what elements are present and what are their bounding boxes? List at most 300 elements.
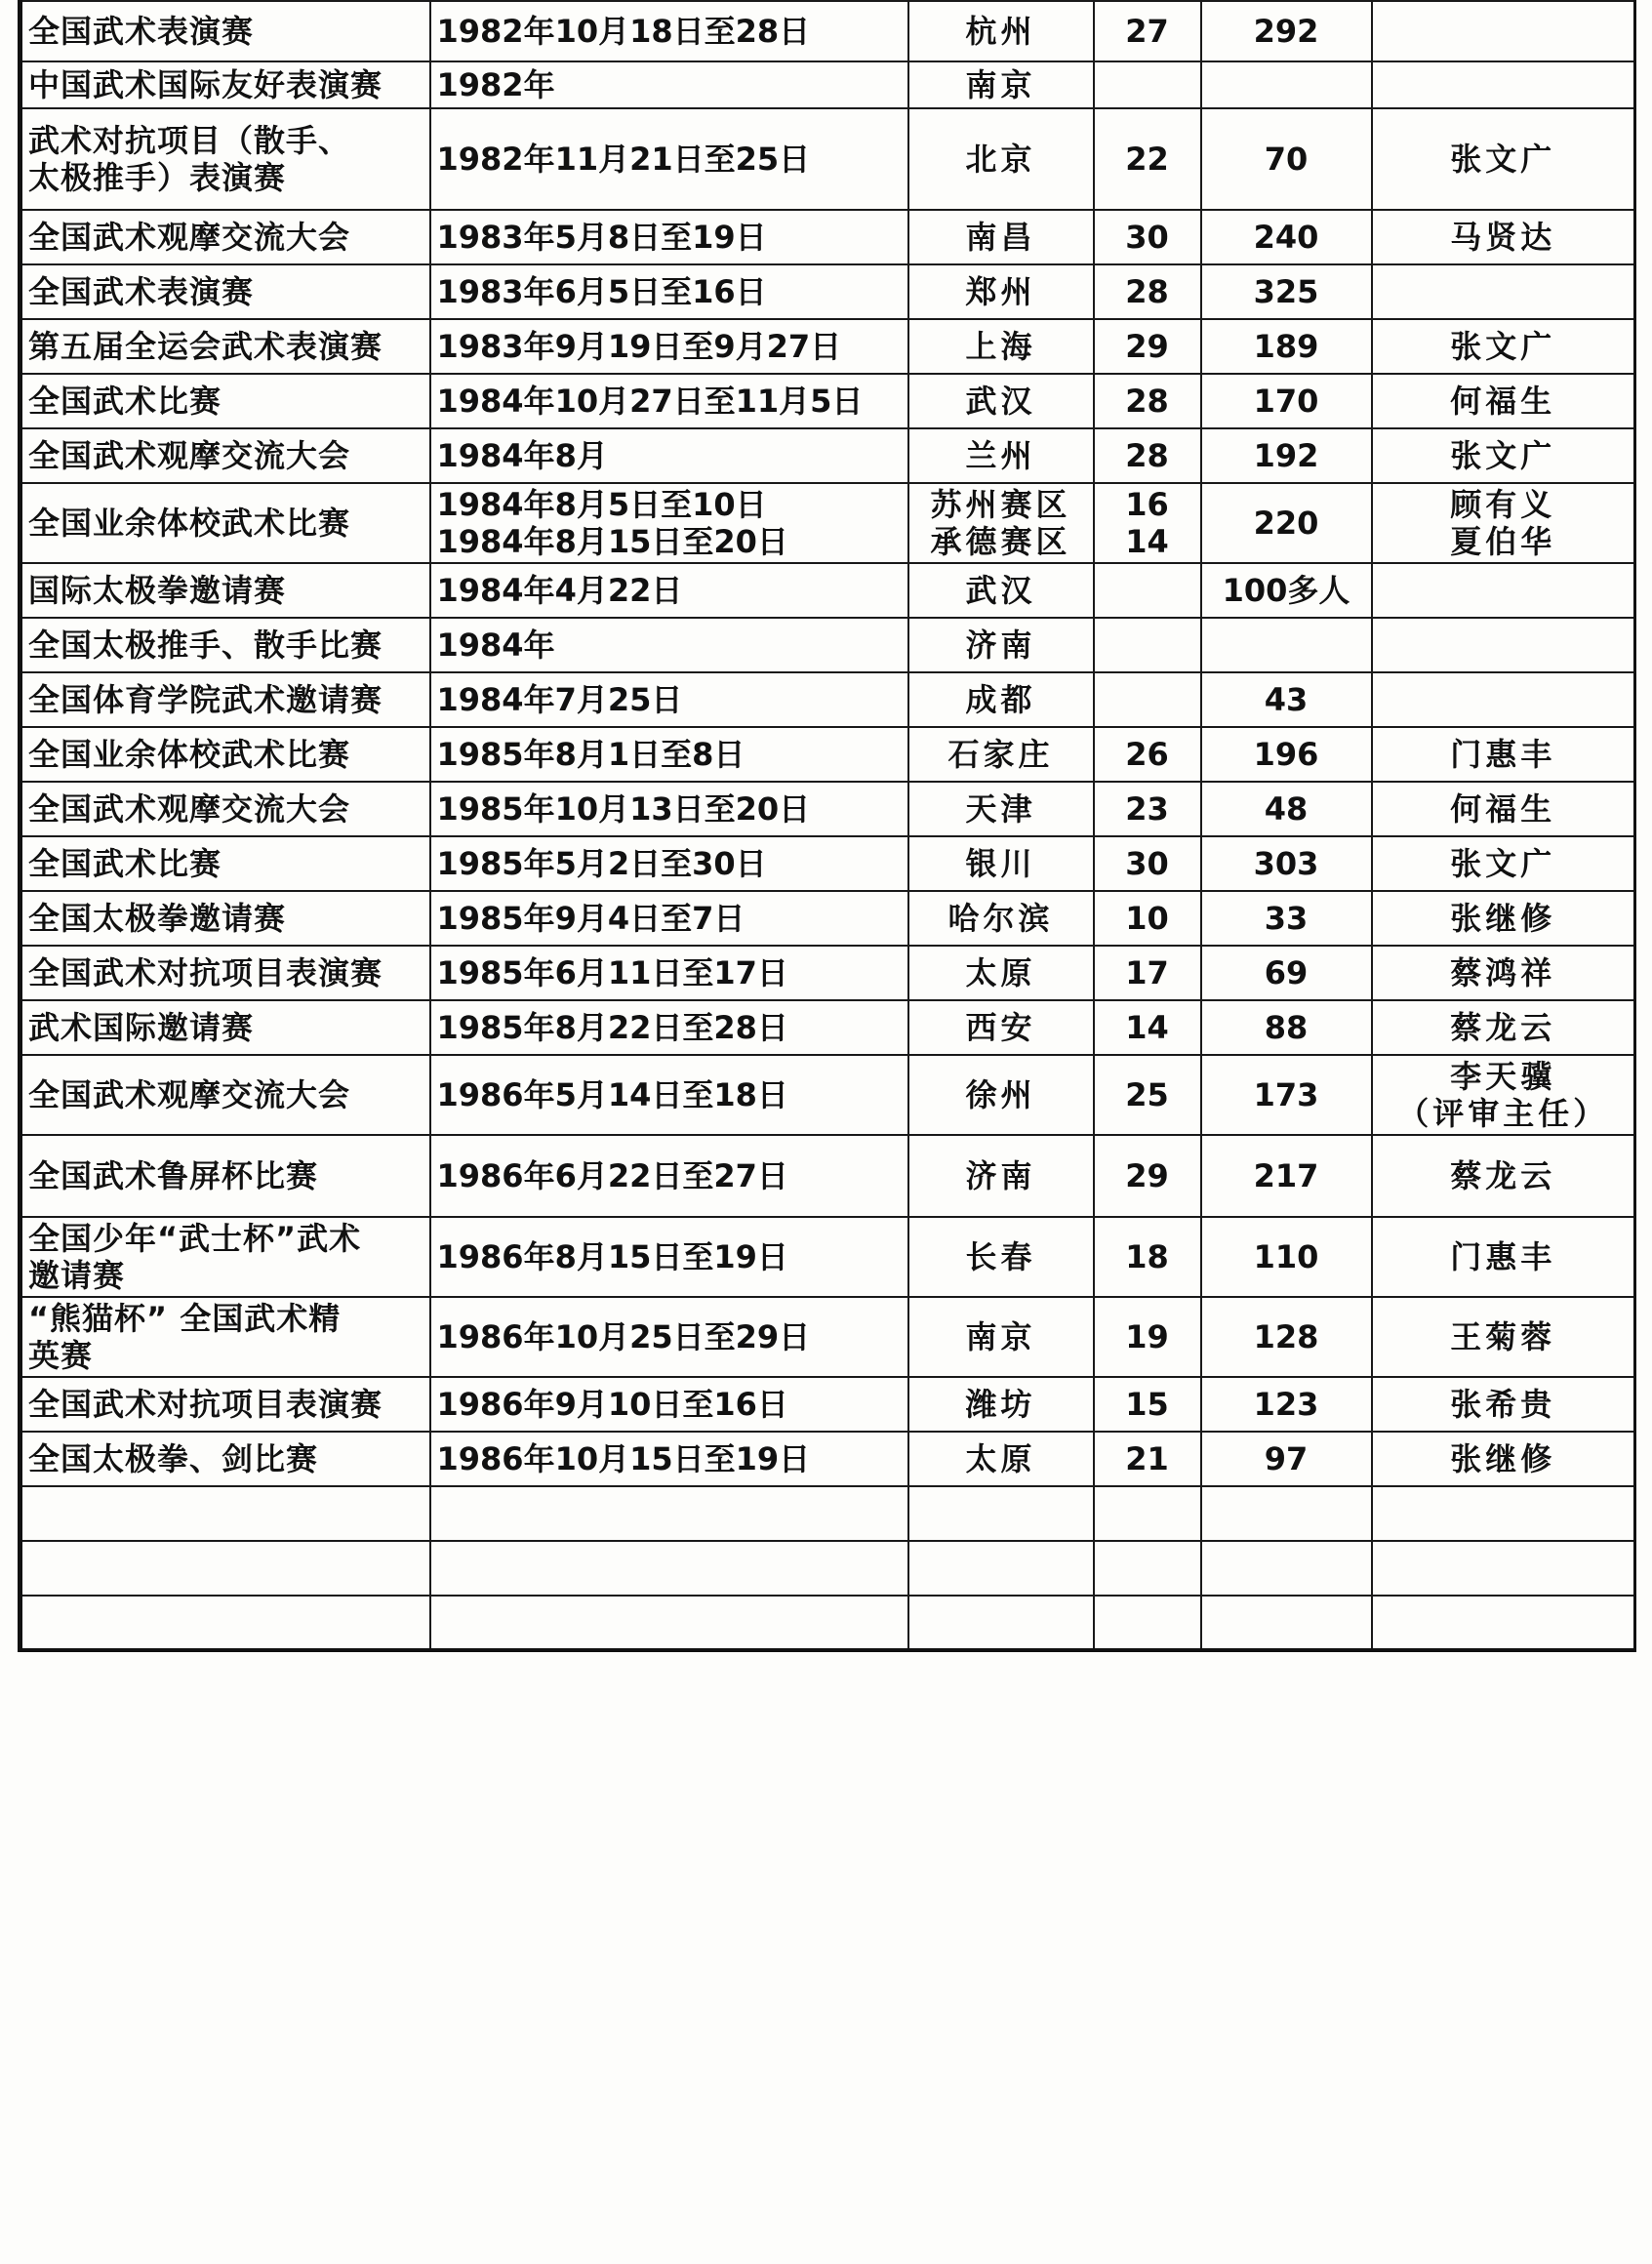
participant-count-cell [1201, 1000, 1372, 1055]
participant-count-cell [1201, 782, 1372, 836]
participant-count-cell [1201, 428, 1372, 483]
event-name-cell [20, 1486, 430, 1541]
location-cell [908, 1, 1094, 61]
event-name-cell [20, 1297, 430, 1377]
chief-judge-cell [1372, 108, 1635, 210]
participant-count-cell [1201, 210, 1372, 264]
location-cell [908, 1377, 1094, 1432]
event-name-cell [20, 1135, 430, 1217]
chief-judge-cell [1372, 264, 1635, 319]
location-cell-text: 武汉 [965, 383, 1036, 420]
location-cell [908, 428, 1094, 483]
team-count-cell-text: 23 [1125, 790, 1169, 828]
participant-count-cell-text: 217 [1253, 1157, 1319, 1194]
chief-judge-cell [1372, 1377, 1635, 1432]
date-cell [430, 1541, 908, 1596]
team-count-cell [1094, 891, 1201, 946]
location-cell [908, 1541, 1094, 1596]
chief-judge-cell-text: 何福生 [1450, 790, 1556, 828]
participant-count-cell-text: 173 [1253, 1076, 1319, 1113]
participant-count-cell-text: 48 [1264, 790, 1309, 828]
event-name-cell [20, 891, 430, 946]
location-cell-text: 济南 [965, 627, 1036, 664]
date-cell [430, 1055, 908, 1135]
location-cell-text: 西安 [965, 1009, 1036, 1046]
event-name-cell [20, 108, 430, 210]
table-row [20, 374, 1635, 428]
chief-judge-cell-text: 马贤达 [1450, 219, 1556, 256]
table-row [20, 61, 1635, 108]
date-cell [430, 563, 908, 618]
date-cell [430, 210, 908, 264]
participant-count-cell-text: 97 [1264, 1440, 1309, 1477]
date-cell-text: 1985年6月11日至17日 [436, 954, 788, 991]
team-count-cell [1094, 672, 1201, 727]
chief-judge-cell-text: 张文广 [1450, 437, 1556, 474]
event-name-cell [20, 1000, 430, 1055]
team-count-cell [1094, 1217, 1201, 1297]
participant-count-cell-text: 170 [1253, 383, 1319, 420]
chief-judge-cell [1372, 946, 1635, 1000]
participant-count-cell-text: 325 [1253, 273, 1319, 310]
event-name-cell [20, 1055, 430, 1135]
team-count-cell [1094, 1055, 1201, 1135]
date-cell-text: 1985年10月13日至20日 [436, 790, 811, 828]
event-name-cell [20, 836, 430, 891]
event-name-cell-text: 全国武术对抗项目表演赛 [28, 1386, 383, 1423]
event-name-cell-text: 全国武术观摩交流大会 [28, 1076, 351, 1113]
date-cell [430, 1000, 908, 1055]
team-count-cell [1094, 264, 1201, 319]
participant-count-cell [1201, 1297, 1372, 1377]
table-row [20, 428, 1635, 483]
location-cell [908, 1596, 1094, 1650]
table-row [20, 1, 1635, 61]
date-cell [430, 1377, 908, 1432]
chief-judge-cell [1372, 374, 1635, 428]
event-name-cell-text: 全国武术比赛 [28, 383, 222, 420]
participant-count-cell [1201, 1596, 1372, 1650]
event-name-cell [20, 946, 430, 1000]
location-cell [908, 1486, 1094, 1541]
location-cell [908, 1297, 1094, 1377]
chief-judge-cell [1372, 891, 1635, 946]
chief-judge-cell-text: 张文广 [1450, 328, 1556, 365]
event-name-cell [20, 672, 430, 727]
date-cell [430, 374, 908, 428]
chief-judge-cell-text: 张继修 [1450, 1440, 1556, 1477]
table-row [20, 1297, 1635, 1377]
table-row [20, 1135, 1635, 1217]
date-cell-text: 1984年8月 [436, 437, 608, 474]
location-cell [908, 836, 1094, 891]
team-count-cell [1094, 836, 1201, 891]
table-row [20, 483, 1635, 563]
date-cell [430, 483, 908, 563]
event-name-cell [20, 727, 430, 782]
participant-count-cell-text: 33 [1264, 900, 1309, 937]
participant-count-cell [1201, 727, 1372, 782]
location-cell-text: 武汉 [965, 572, 1036, 609]
location-cell-text: 太原 [965, 954, 1036, 991]
event-name-cell [20, 483, 430, 563]
participant-count-cell [1201, 891, 1372, 946]
date-cell [430, 1596, 908, 1650]
location-cell [908, 210, 1094, 264]
team-count-cell [1094, 618, 1201, 672]
event-name-cell [20, 1377, 430, 1432]
event-name-cell-text: 全国太极拳邀请赛 [28, 900, 287, 937]
chief-judge-cell-text: 门惠丰 [1450, 1238, 1556, 1275]
team-count-cell-text: 15 [1125, 1386, 1169, 1423]
location-cell-text: 苏州赛区 承德赛区 [930, 486, 1071, 560]
team-count-cell-text: 19 [1125, 1318, 1169, 1355]
team-count-cell-text: 26 [1125, 736, 1169, 773]
participant-count-cell [1201, 1055, 1372, 1135]
chief-judge-cell-text: 蔡鸿祥 [1450, 954, 1556, 991]
date-cell-text: 1984年7月25日 [436, 681, 683, 718]
chief-judge-cell [1372, 727, 1635, 782]
chief-judge-cell-text: 李天骥 （评审主任） [1397, 1058, 1609, 1132]
table-row [20, 891, 1635, 946]
table-body [20, 1, 1635, 1650]
team-count-cell [1094, 782, 1201, 836]
location-cell [908, 727, 1094, 782]
event-name-cell-text: 全国武术观摩交流大会 [28, 437, 351, 474]
team-count-cell [1094, 1297, 1201, 1377]
date-cell [430, 264, 908, 319]
chief-judge-cell-text: 蔡龙云 [1450, 1157, 1556, 1194]
event-name-cell-text: 全国武术观摩交流大会 [28, 219, 351, 256]
date-cell-text: 1986年5月14日至18日 [436, 1076, 788, 1113]
team-count-cell-text: 28 [1125, 383, 1169, 420]
event-name-cell [20, 618, 430, 672]
location-cell-text: 成都 [965, 681, 1036, 718]
chief-judge-cell-text: 顾有义 夏伯华 [1450, 486, 1556, 560]
table-row [20, 618, 1635, 672]
table-row [20, 1541, 1635, 1596]
location-cell [908, 1432, 1094, 1486]
table-row [20, 210, 1635, 264]
team-count-cell-text: 30 [1125, 845, 1169, 882]
date-cell [430, 891, 908, 946]
chief-judge-cell [1372, 563, 1635, 618]
event-name-cell [20, 782, 430, 836]
team-count-cell [1094, 1432, 1201, 1486]
participant-count-cell-text: 303 [1253, 845, 1319, 882]
chief-judge-cell [1372, 483, 1635, 563]
location-cell-text: 上海 [965, 328, 1036, 365]
team-count-cell [1094, 210, 1201, 264]
chief-judge-cell [1372, 1432, 1635, 1486]
date-cell-text: 1986年8月15日至19日 [436, 1238, 788, 1275]
location-cell [908, 672, 1094, 727]
location-cell-text: 石家庄 [947, 736, 1054, 773]
date-cell-text: 1983年9月19日至9月27日 [436, 328, 842, 365]
team-count-cell [1094, 319, 1201, 374]
chief-judge-cell-text: 张文广 [1450, 141, 1556, 178]
location-cell [908, 782, 1094, 836]
team-count-cell-text: 18 [1125, 1238, 1169, 1275]
participant-count-cell-text: 189 [1253, 328, 1319, 365]
location-cell-text: 长春 [965, 1238, 1036, 1275]
team-count-cell [1094, 374, 1201, 428]
participant-count-cell-text: 123 [1253, 1386, 1319, 1423]
chief-judge-cell [1372, 618, 1635, 672]
location-cell-text: 北京 [965, 141, 1036, 178]
participant-count-cell-text: 240 [1253, 219, 1319, 256]
chief-judge-cell [1372, 428, 1635, 483]
participant-count-cell [1201, 61, 1372, 108]
date-cell [430, 672, 908, 727]
chief-judge-cell-text: 何福生 [1450, 383, 1556, 420]
date-cell [430, 1297, 908, 1377]
location-cell-text: 杭州 [965, 13, 1036, 50]
table-row [20, 1432, 1635, 1486]
participant-count-cell [1201, 836, 1372, 891]
table-row [20, 319, 1635, 374]
event-name-cell-text: 全国少年“武士杯”武术 邀请赛 [28, 1220, 362, 1294]
chief-judge-cell [1372, 61, 1635, 108]
date-cell [430, 108, 908, 210]
participant-count-cell [1201, 108, 1372, 210]
participant-count-cell-text: 100多人 [1222, 572, 1350, 609]
event-name-cell-text: 全国体育学院武术邀请赛 [28, 681, 383, 718]
team-count-cell [1094, 428, 1201, 483]
event-name-cell [20, 61, 430, 108]
chief-judge-cell [1372, 1135, 1635, 1217]
location-cell [908, 264, 1094, 319]
event-name-cell-text: 全国业余体校武术比赛 [28, 505, 351, 542]
team-count-cell [1094, 563, 1201, 618]
location-cell-text: 徐州 [965, 1076, 1036, 1113]
date-cell [430, 946, 908, 1000]
event-name-cell [20, 1541, 430, 1596]
participant-count-cell-text: 88 [1264, 1009, 1309, 1046]
event-name-cell-text: “熊猫杯” 全国武术精 英赛 [28, 1300, 342, 1374]
event-name-cell-text: 全国武术表演赛 [28, 13, 255, 50]
team-count-cell [1094, 1135, 1201, 1217]
location-cell [908, 1000, 1094, 1055]
date-cell-text: 1985年5月2日至30日 [436, 845, 767, 882]
team-count-cell-text: 28 [1125, 437, 1169, 474]
date-cell-text: 1984年10月27日至11月5日 [436, 383, 864, 420]
chief-judge-cell [1372, 836, 1635, 891]
location-cell [908, 563, 1094, 618]
location-cell [908, 61, 1094, 108]
location-cell-text: 哈尔滨 [947, 900, 1054, 937]
table-row [20, 108, 1635, 210]
event-name-cell [20, 319, 430, 374]
chief-judge-cell [1372, 1541, 1635, 1596]
table-row [20, 1000, 1635, 1055]
event-name-cell [20, 1432, 430, 1486]
participant-count-cell [1201, 483, 1372, 563]
participant-count-cell [1201, 1217, 1372, 1297]
chief-judge-cell-text: 张文广 [1450, 845, 1556, 882]
table-row [20, 1377, 1635, 1432]
team-count-cell [1094, 1, 1201, 61]
team-count-cell [1094, 1000, 1201, 1055]
participant-count-cell [1201, 618, 1372, 672]
team-count-cell-text: 29 [1125, 1157, 1169, 1194]
date-cell-text: 1984年8月5日至10日 1984年8月15日至20日 [436, 486, 788, 560]
participant-count-cell [1201, 1541, 1372, 1596]
participant-count-cell [1201, 563, 1372, 618]
chief-judge-cell [1372, 1, 1635, 61]
chief-judge-cell [1372, 1217, 1635, 1297]
location-cell-text: 南京 [965, 66, 1036, 103]
date-cell-text: 1986年10月15日至19日 [436, 1440, 811, 1477]
participant-count-cell [1201, 672, 1372, 727]
date-cell-text: 1986年10月25日至29日 [436, 1318, 811, 1355]
date-cell [430, 319, 908, 374]
date-cell-text: 1982年10月18日至28日 [436, 13, 811, 50]
event-name-cell [20, 374, 430, 428]
table-row [20, 1486, 1635, 1541]
team-count-cell-text: 27 [1125, 13, 1169, 50]
event-name-cell-text: 全国武术比赛 [28, 845, 222, 882]
table-row [20, 782, 1635, 836]
team-count-cell [1094, 108, 1201, 210]
location-cell [908, 108, 1094, 210]
event-name-cell [20, 428, 430, 483]
location-cell [908, 1055, 1094, 1135]
date-cell-text: 1984年4月22日 [436, 572, 683, 609]
participant-count-cell-text: 70 [1264, 141, 1309, 178]
chief-judge-cell [1372, 1000, 1635, 1055]
table-row [20, 1596, 1635, 1650]
location-cell-text: 济南 [965, 1157, 1036, 1194]
team-count-cell-text: 14 [1125, 1009, 1169, 1046]
event-name-cell-text: 第五届全运会武术表演赛 [28, 328, 383, 365]
date-cell [430, 618, 908, 672]
date-cell [430, 1217, 908, 1297]
date-cell [430, 782, 908, 836]
location-cell [908, 946, 1094, 1000]
event-name-cell [20, 264, 430, 319]
table-row [20, 836, 1635, 891]
location-cell [908, 1135, 1094, 1217]
table-row [20, 1217, 1635, 1297]
location-cell [908, 319, 1094, 374]
chief-judge-cell [1372, 1297, 1635, 1377]
location-cell-text: 太原 [965, 1440, 1036, 1477]
chief-judge-cell [1372, 319, 1635, 374]
event-name-cell-text: 全国太极推手、散手比赛 [28, 627, 383, 664]
date-cell [430, 1135, 908, 1217]
team-count-cell-text: 29 [1125, 328, 1169, 365]
date-cell-text: 1985年8月1日至8日 [436, 736, 745, 773]
chief-judge-cell-text: 门惠丰 [1450, 736, 1556, 773]
team-count-cell-text: 17 [1125, 954, 1169, 991]
participant-count-cell-text: 220 [1253, 505, 1319, 542]
event-name-cell-text: 全国武术对抗项目表演赛 [28, 954, 383, 991]
competition-records-table [18, 0, 1636, 1652]
participant-count-cell-text: 128 [1253, 1318, 1319, 1355]
event-name-cell [20, 1596, 430, 1650]
team-count-cell [1094, 1541, 1201, 1596]
chief-judge-cell [1372, 782, 1635, 836]
team-count-cell-text: 25 [1125, 1076, 1169, 1113]
event-name-cell [20, 563, 430, 618]
event-name-cell-text: 全国业余体校武术比赛 [28, 736, 351, 773]
participant-count-cell-text: 43 [1264, 681, 1309, 718]
location-cell-text: 南京 [965, 1318, 1036, 1355]
location-cell [908, 618, 1094, 672]
date-cell-text: 1982年 [436, 66, 555, 103]
date-cell-text: 1986年6月22日至27日 [436, 1157, 788, 1194]
location-cell-text: 兰州 [965, 437, 1036, 474]
location-cell [908, 1217, 1094, 1297]
date-cell [430, 1, 908, 61]
event-name-cell-text: 全国武术鲁屏杯比赛 [28, 1157, 319, 1194]
team-count-cell [1094, 61, 1201, 108]
team-count-cell [1094, 946, 1201, 1000]
location-cell [908, 891, 1094, 946]
participant-count-cell-text: 69 [1264, 954, 1309, 991]
date-cell [430, 727, 908, 782]
event-name-cell-text: 中国武术国际友好表演赛 [28, 66, 383, 103]
participant-count-cell [1201, 1135, 1372, 1217]
event-name-cell-text: 武术对抗项目（散手、 太极推手）表演赛 [28, 122, 351, 196]
table-row [20, 727, 1635, 782]
location-cell-text: 天津 [965, 790, 1036, 828]
date-cell [430, 428, 908, 483]
table-row [20, 264, 1635, 319]
event-name-cell-text: 全国武术表演赛 [28, 273, 255, 310]
date-cell [430, 61, 908, 108]
participant-count-cell [1201, 1432, 1372, 1486]
team-count-cell [1094, 1486, 1201, 1541]
participant-count-cell [1201, 1377, 1372, 1432]
location-cell [908, 374, 1094, 428]
participant-count-cell [1201, 1, 1372, 61]
location-cell [908, 483, 1094, 563]
chief-judge-cell-text: 王菊蓉 [1450, 1318, 1556, 1355]
team-count-cell [1094, 1596, 1201, 1650]
date-cell [430, 1486, 908, 1541]
participant-count-cell [1201, 946, 1372, 1000]
date-cell [430, 836, 908, 891]
chief-judge-cell-text: 张继修 [1450, 900, 1556, 937]
event-name-cell-text: 国际太极拳邀请赛 [28, 572, 287, 609]
location-cell-text: 郑州 [965, 273, 1036, 310]
participant-count-cell-text: 110 [1253, 1238, 1319, 1275]
table-row [20, 1055, 1635, 1135]
team-count-cell [1094, 727, 1201, 782]
table-row [20, 563, 1635, 618]
date-cell-text: 1982年11月21日至25日 [436, 141, 811, 178]
chief-judge-cell [1372, 1596, 1635, 1650]
table-row [20, 672, 1635, 727]
team-count-cell-text: 10 [1125, 900, 1169, 937]
event-name-cell [20, 1, 430, 61]
participant-count-cell [1201, 1486, 1372, 1541]
location-cell-text: 潍坊 [965, 1386, 1036, 1423]
date-cell-text: 1983年6月5日至16日 [436, 273, 767, 310]
chief-judge-cell [1372, 1055, 1635, 1135]
date-cell-text: 1986年9月10日至16日 [436, 1386, 788, 1423]
team-count-cell-text: 22 [1125, 141, 1169, 178]
team-count-cell-text: 28 [1125, 273, 1169, 310]
date-cell-text: 1985年9月4日至7日 [436, 900, 745, 937]
team-count-cell-text: 30 [1125, 219, 1169, 256]
event-name-cell [20, 210, 430, 264]
event-name-cell [20, 1217, 430, 1297]
participant-count-cell [1201, 264, 1372, 319]
participant-count-cell [1201, 374, 1372, 428]
